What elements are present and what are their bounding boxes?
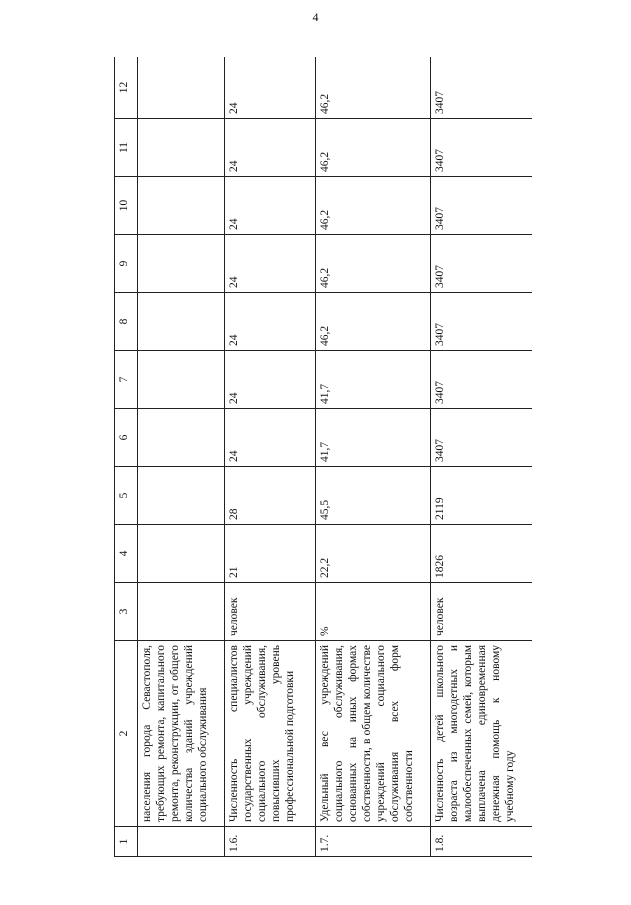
table-row [316,57,431,857]
value-cell: 41,7 [316,351,431,409]
header-cell: 7 [115,351,138,409]
value-cell [138,525,225,583]
value-cell: 3407 [431,235,533,293]
value-cell: 3407 [431,293,533,351]
value-cell: 3407 [431,409,533,467]
value-cell: 46,2 [316,235,431,293]
header-cell: 1 [115,827,138,857]
indicator-number [138,827,225,857]
value-cell [138,57,225,119]
header-cell: 8 [115,293,138,351]
value-cell: 41,7 [316,409,431,467]
value-cell: 24 [225,351,316,409]
header-cell: 4 [115,525,138,583]
indicator-unit: % [316,583,431,641]
table-row [225,57,316,857]
value-cell: 3407 [431,177,533,235]
header-cell: 3 [115,583,138,641]
value-cell: 24 [225,293,316,351]
value-cell: 46,2 [316,177,431,235]
indicator-unit [138,583,225,641]
value-cell [138,409,225,467]
value-cell [138,293,225,351]
value-cell: 24 [225,57,316,119]
value-cell [138,351,225,409]
rotated-table-content [114,57,532,857]
indicator-name: Удельный вес учреждений социального обслуживания, основанных на иных формах собственности, в общем количестве учреждений социального обслуживания всех форм собственности [316,641,431,827]
value-cell: 1826 [431,525,533,583]
header-cell: 10 [115,177,138,235]
indicator-number: 1.6. [225,827,316,857]
header-row [115,57,138,857]
value-cell [138,235,225,293]
indicators-table [114,57,532,857]
value-cell: 45,5 [316,467,431,525]
value-cell: 28 [225,467,316,525]
header-cell: 9 [115,235,138,293]
header-cell: 6 [115,409,138,467]
value-cell [138,119,225,177]
value-cell: 22,2 [316,525,431,583]
table-row [431,57,533,857]
indicator-number: 1.8. [431,827,533,857]
value-cell: 24 [225,119,316,177]
header-cell: 12 [115,57,138,119]
value-cell: 24 [225,177,316,235]
value-cell: 3407 [431,57,533,119]
value-cell: 21 [225,525,316,583]
header-cell: 11 [115,119,138,177]
value-cell: 24 [225,409,316,467]
indicator-number: 1.7. [316,827,431,857]
value-cell: 46,2 [316,119,431,177]
indicator-unit: человек [431,583,533,641]
indicator-name: населения города Севастополя, требующих ремонта, капитального ремонта, реконструкции, от общего количества зданий учреждений социального обслуживания [138,641,225,827]
value-cell: 24 [225,235,316,293]
header-cell: 2 [115,641,138,827]
page-number: 4 [312,10,319,24]
value-cell: 46,2 [316,57,431,119]
indicator-name: Численность специалистов государственных учреждений социального обслуживания, повысивших уровень профессиональной подготовки [225,641,316,827]
header-cell: 5 [115,467,138,525]
value-cell [138,177,225,235]
indicator-name: Численность детей школьного возраста из многодетных и малообеспеченных семей, которым выплачена единовременная денежная помощь к новому учебному году [431,641,533,827]
table-row [138,57,225,857]
rotated-table-frame [114,57,532,857]
value-cell: 3407 [431,119,533,177]
value-cell: 3407 [431,351,533,409]
value-cell [138,467,225,525]
indicator-unit: человек [225,583,316,641]
value-cell: 2119 [431,467,533,525]
value-cell: 46,2 [316,293,431,351]
